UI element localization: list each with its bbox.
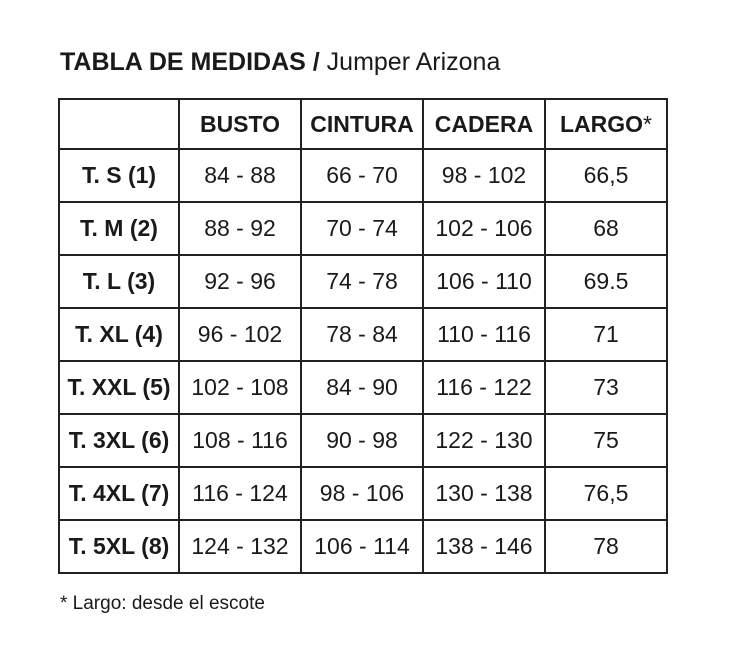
- header-empty-cell: [59, 99, 179, 149]
- size-label: T. XL (4): [59, 308, 179, 361]
- title-main: TABLA DE MEDIDAS /: [60, 48, 320, 76]
- table-row: [59, 202, 667, 255]
- header-busto: BUSTO: [179, 99, 301, 149]
- title-product: Jumper Arizona: [326, 48, 501, 76]
- cintura-cell: 98 - 106: [301, 467, 423, 520]
- cintura-cell: 66 - 70: [301, 149, 423, 202]
- cadera-cell: 116 - 122: [423, 361, 545, 414]
- cadera-cell: 102 - 106: [423, 202, 545, 255]
- largo-cell: 68: [545, 202, 667, 255]
- cadera-cell: 138 - 146: [423, 520, 545, 573]
- cadera-cell: 130 - 138: [423, 467, 545, 520]
- busto-cell: 108 - 116: [179, 414, 301, 467]
- table-row: [59, 308, 667, 361]
- cintura-cell: 106 - 114: [301, 520, 423, 573]
- header-cintura: CINTURA: [301, 99, 423, 149]
- cintura-cell: 70 - 74: [301, 202, 423, 255]
- header-largo-label: LARGO: [559, 110, 644, 137]
- cintura-cell: 84 - 90: [301, 361, 423, 414]
- page-title: [60, 44, 500, 80]
- largo-cell: 69.5: [545, 255, 667, 308]
- size-label: T. S (1): [59, 149, 179, 202]
- size-label: T. 3XL (6): [59, 414, 179, 467]
- busto-cell: 124 - 132: [179, 520, 301, 573]
- table-row: [59, 149, 667, 202]
- largo-cell: 73: [545, 361, 667, 414]
- header-row: [59, 99, 667, 149]
- largo-cell: 71: [545, 308, 667, 361]
- busto-cell: 88 - 92: [179, 202, 301, 255]
- busto-cell: 96 - 102: [179, 308, 301, 361]
- size-chart-table: [58, 98, 668, 574]
- largo-cell: 75: [545, 414, 667, 467]
- largo-cell: 78: [545, 520, 667, 573]
- largo-cell: 76,5: [545, 467, 667, 520]
- cintura-cell: 78 - 84: [301, 308, 423, 361]
- header-largo-asterisk: *: [643, 110, 652, 137]
- cadera-cell: 110 - 116: [423, 308, 545, 361]
- cintura-cell: 90 - 98: [301, 414, 423, 467]
- cadera-cell: 122 - 130: [423, 414, 545, 467]
- header-cadera: CADERA: [423, 99, 545, 149]
- size-label: T. 5XL (8): [59, 520, 179, 573]
- cintura-cell: 74 - 78: [301, 255, 423, 308]
- header-largo: [545, 99, 667, 149]
- size-label: T. M (2): [59, 202, 179, 255]
- size-label: T. 4XL (7): [59, 467, 179, 520]
- busto-cell: 84 - 88: [179, 149, 301, 202]
- busto-cell: 102 - 108: [179, 361, 301, 414]
- size-label: T. L (3): [59, 255, 179, 308]
- table-row: [59, 414, 667, 467]
- largo-cell: 66,5: [545, 149, 667, 202]
- table-row: [59, 467, 667, 520]
- footnote: * Largo: desde el escote: [60, 593, 265, 614]
- cadera-cell: 106 - 110: [423, 255, 545, 308]
- size-label: T. XXL (5): [59, 361, 179, 414]
- busto-cell: 116 - 124: [179, 467, 301, 520]
- cadera-cell: 98 - 102: [423, 149, 545, 202]
- busto-cell: 92 - 96: [179, 255, 301, 308]
- table-row: [59, 255, 667, 308]
- table-row: [59, 361, 667, 414]
- table-row: [59, 520, 667, 573]
